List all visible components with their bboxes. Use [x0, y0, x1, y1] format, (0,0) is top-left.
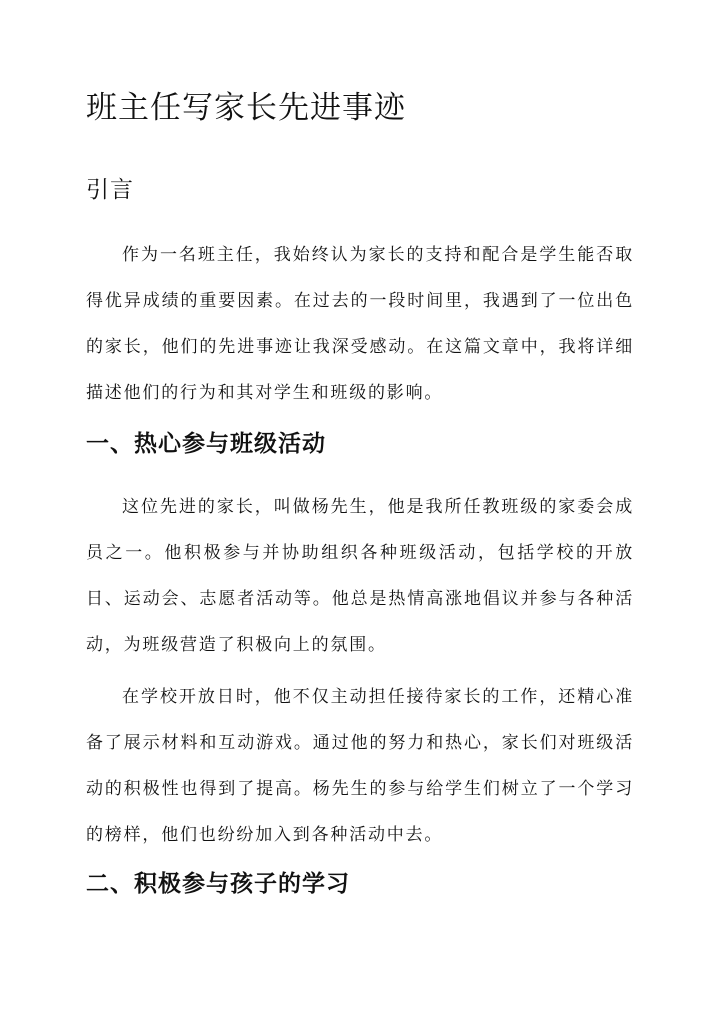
section-heading-1: 一、热心参与班级活动	[86, 430, 326, 457]
paragraph-1-1: 这位先进的家长，叫做杨先生，他是我所任教班级的家委会成员之一。他积极参与并协助组织各种班级活动，包括学校的开放日、运动会、志愿者活动等。他总是热情高涨地倡议并参与各种活动，为班级营造了积极向上的氛围。	[86, 497, 634, 655]
paragraph-1-2: 在学校开放日时，他不仅主动担任接待家长的工作，还精心准备了展示材料和互动游戏。通过他的努力和热心，家长们对班级活动的积极性也得到了提高。杨先生的参与给学生们树立了一个学习的榜样，他们也纷纷加入到各种活动中去。	[86, 687, 634, 845]
section-heading-2: 二、积极参与孩子的学习	[86, 870, 350, 897]
section-heading-intro: 引言	[86, 177, 134, 203]
paragraph-intro: 作为一名班主任，我始终认为家长的支持和配合是学生能否取得优异成绩的重要因素。在过去的一段时间里，我遇到了一位出色的家长，他们的先进事迹让我深受感动。在这篇文章中，我将详细描述他们的行为和其对学生和班级的影响。	[86, 245, 634, 403]
document-title: 班主任写家长先进事迹	[86, 90, 406, 126]
